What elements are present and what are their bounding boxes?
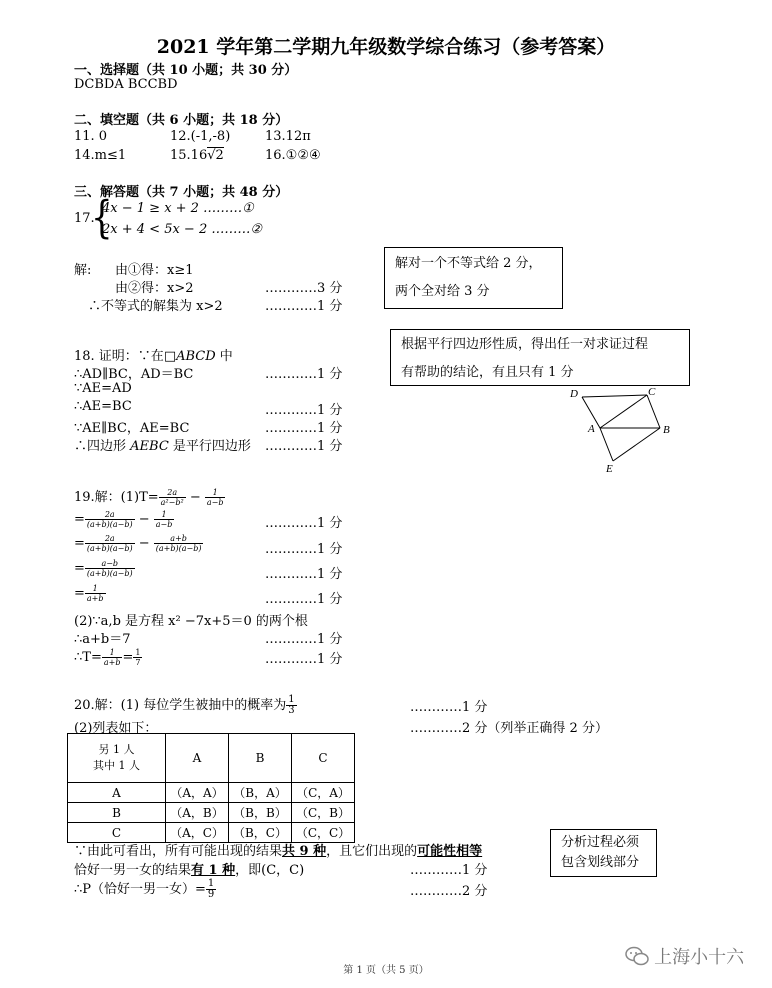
q19-score3: …………1 分 <box>265 567 343 582</box>
label-B: B <box>663 424 670 436</box>
frac: $\frac{1}{a+b}$ <box>86 584 104 603</box>
table-col-header: C <box>292 734 355 783</box>
fill-item-13: 13.12π <box>265 129 311 144</box>
q18-line0: 18. 证明：∵在□ABCD 中 <box>74 349 233 364</box>
q19-score4: …………1 分 <box>265 592 343 607</box>
table-row-header: A <box>68 783 166 803</box>
frac: $\frac{1}{9}$ <box>207 878 215 900</box>
table-cell: （C，B） <box>292 803 355 823</box>
table-cell: （C，C） <box>292 823 355 843</box>
label-A: A <box>588 423 595 435</box>
q19-score6: …………1 分 <box>265 652 343 667</box>
watermark <box>624 943 744 969</box>
q20-score4: …………2 分 <box>410 884 488 899</box>
frac: $\frac{1}{7}$ <box>135 648 141 667</box>
frac: $\frac{1}{a+b}$ <box>103 648 121 667</box>
q20-note-box <box>550 829 657 877</box>
q20-line1: 20.解：(1) 每位学生被抽中的概率为 $\frac{1}{3}$ <box>74 694 295 716</box>
fill-item-12: 12.(-1,-8) <box>170 129 231 144</box>
page-footer: 第 1 页（共 5 页） <box>343 965 429 976</box>
page-title: 2021 学年第二学期九年级数学综合练习（参考答案） <box>156 36 616 58</box>
q20-score1: …………1 分 <box>410 700 488 715</box>
table-col-header: B <box>229 734 292 783</box>
q18-line2: ∵AE=AD <box>74 381 132 396</box>
table-row-header: B <box>68 803 166 823</box>
frac: $\frac{2a}{(a+b)(a-b)}$ <box>86 510 133 529</box>
q18-line1: ∴AD∥BC，AD＝BC <box>74 367 194 382</box>
q17-ineq1: 4x − 1 ≥ x + 2 ………① <box>102 201 254 216</box>
edge-CB <box>647 395 660 428</box>
q19-score1: …………1 分 <box>265 516 343 531</box>
q18-note-box <box>390 329 690 386</box>
q18-line5: ∴四边形 AEBC 是平行四边形 <box>74 439 251 454</box>
fill-item-16: 16.①②④ <box>265 148 321 163</box>
parallelogram-figure <box>560 380 690 475</box>
q20-line5: ∴P（恰好一男一女）= $\frac{1}{9}$ <box>74 878 215 900</box>
table-cell: （C，A） <box>292 783 355 803</box>
q20-note-line1: 分析过程必须 <box>561 835 640 850</box>
q19-line1: 19.解：(1)T= $\frac{2a}{\text{a²−b²}}$ − $\frac{1}{a-b}$ <box>74 488 224 507</box>
q19-line3: = $\frac{2a}{(a+b)(a-b)}$ − $\frac{a+b}{(a+b)(a-b)}$ <box>74 534 202 553</box>
wechat-icon <box>624 943 650 969</box>
q20-note-line2: 包含划线部分 <box>561 855 640 870</box>
q17-step2: 由②得：x>2 <box>115 281 194 296</box>
q19-part2: (2)∵a,b 是方程 x² −7x+5＝0 的两个根 <box>74 614 308 629</box>
watermark-text: 上海小十六 <box>654 947 745 968</box>
table-header-row <box>68 734 355 783</box>
frac: $\frac{a+b}{(a+b)(a-b)}$ <box>155 534 202 553</box>
table-corner: 另 1 人 其中 1 人 <box>68 734 166 783</box>
q17-brace: { <box>91 192 113 244</box>
q20-line2: (2)列表如下： <box>74 721 158 736</box>
table-cell: （A，A） <box>166 783 229 803</box>
q18-score1: …………1 分 <box>265 367 343 382</box>
q19-score5: …………1 分 <box>265 632 343 647</box>
table-cell: （A，C） <box>166 823 229 843</box>
q18-line4: ∵AE∥BC，AE=BC <box>74 421 190 436</box>
frac: $\frac{2a}{\text{a²−b²}}$ <box>160 488 184 507</box>
q17-sol-label: 解: <box>74 263 92 278</box>
q19-line4: = $\frac{a-b}{(a+b)(a-b)}$ <box>74 559 133 578</box>
q17-step3: ∴不等式的解集为 x>2 <box>88 299 223 314</box>
q18-score4: …………1 分 <box>265 439 343 454</box>
fill-item-15: 15.16√2 <box>170 148 224 163</box>
q19-line5: = $\frac{1}{a+b}$ <box>74 584 104 603</box>
table-row-header: C <box>68 823 166 843</box>
frac: $\frac{1}{a-b}$ <box>155 510 173 529</box>
q17-note-box <box>384 247 563 309</box>
frac: $\frac{2a}{(a+b)(a-b)}$ <box>86 534 133 553</box>
section3-heading: 三、解答题（共 7 小题；共 48 分） <box>74 185 289 200</box>
edge-AC <box>600 395 647 428</box>
fill-item-11: 11. 0 <box>74 129 108 144</box>
q18-score2: …………1 分 <box>265 403 343 418</box>
q18-note-line1: 根据平行四边形性质，得出任一对求证过程 <box>401 337 649 352</box>
section1-heading: 一、选择题（共 10 小题；共 30 分） <box>74 63 298 78</box>
q18-note-line2: 有帮助的结论，有且只有 1 分 <box>401 365 574 380</box>
label-E: E <box>606 463 613 475</box>
q20-score2: …………2 分（列举正确得 2 分） <box>410 721 608 736</box>
frac: $\frac{a-b}{(a+b)(a-b)}$ <box>86 559 133 578</box>
q17-score1: …………3 分 <box>265 281 343 296</box>
q17-score2: …………1 分 <box>265 299 343 314</box>
edge-AE <box>600 428 613 461</box>
table-col-header: A <box>166 734 229 783</box>
q19-score2: …………1 分 <box>265 542 343 557</box>
label-D: D <box>570 388 578 400</box>
q19-result: ∴T= $\frac{1}{a+b}$ = $\frac{1}{7}$ <box>74 648 141 667</box>
section1-answers: DCBDA BCCBD <box>74 77 178 92</box>
table-cell: （B，A） <box>229 783 292 803</box>
table-row <box>68 803 355 823</box>
frac: $\frac{1}{a-b}$ <box>206 488 224 507</box>
q20-line4: 恰好一男一女的结果有 1 种，即(C，C) <box>74 863 305 878</box>
q17-note-line1: 解对一个不等式给 2 分， <box>395 256 542 271</box>
section2-heading: 二、填空题（共 6 小题；共 18 分） <box>74 113 289 128</box>
label-C: C <box>648 386 656 398</box>
q17-step1: 由①得：x≥1 <box>115 263 194 278</box>
edge-EB <box>613 428 660 461</box>
fill-item-14: 14.m≤1 <box>74 148 127 163</box>
q19-line2: = $\frac{2a}{(a+b)(a-b)}$ − $\frac{1}{a-b}$ <box>74 510 173 529</box>
q18-line3: ∴AE=BC <box>74 399 132 414</box>
outcome-table <box>67 733 355 843</box>
q19-sum: ∴a+b＝7 <box>74 632 131 647</box>
table-cell: （A，B） <box>166 803 229 823</box>
frac: $\frac{1}{3}$ <box>288 694 295 716</box>
q20-line3: ∵由此可看出，所有可能出现的结果共 9 种，且它们出现的可能性相等 <box>74 844 483 859</box>
table-cell: （B，C） <box>229 823 292 843</box>
q17-ineq2: 2x + 4 < 5x − 2 ………② <box>102 222 263 237</box>
edge-DC <box>582 395 647 397</box>
q17-number: 17. <box>74 211 95 226</box>
table-cell: （B，B） <box>229 803 292 823</box>
q18-score3: …………1 分 <box>265 421 343 436</box>
table-row <box>68 783 355 803</box>
q17-note-line2: 两个全对给 3 分 <box>395 284 490 299</box>
q20-score3: …………1 分 <box>410 863 488 878</box>
